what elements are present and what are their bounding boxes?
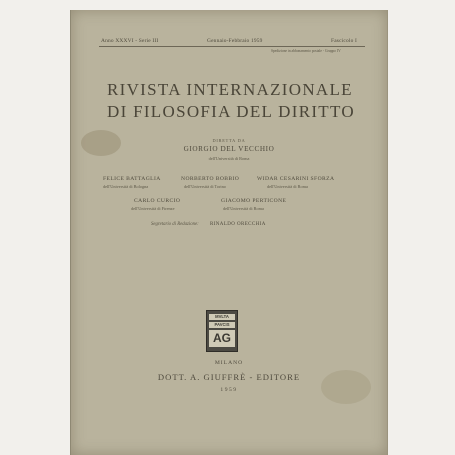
director-name: GIORGIO DEL VECCHIO <box>183 145 275 153</box>
secretary-name: RINALDO ORECCHIA <box>210 222 266 227</box>
editor-affiliation: dell'Università di Torino <box>184 184 226 189</box>
editor-affiliation: dell'Università di Firenze <box>131 206 175 211</box>
secretary-label: Segretario di Redazione: <box>151 222 199 227</box>
title-line-1: RIVISTA INTERNAZIONALE <box>107 80 353 99</box>
editor-affiliation: dell'Università di Bologna <box>103 184 149 189</box>
title-line-2: DI FILOSOFIA DEL DIRITTO <box>107 102 355 121</box>
publisher-city: MILANO <box>214 360 244 366</box>
director-affiliation: dell'Università di Roma <box>208 156 250 161</box>
editor-name: GIACOMO PERTICONE <box>221 198 287 204</box>
logo-initials: AG <box>209 330 235 347</box>
publication-year: 1959 <box>220 387 238 393</box>
editor-affiliation: dell'Università di Roma <box>223 206 264 211</box>
editor-name: CARLO CURCIO <box>134 198 181 204</box>
editor-name: NORBERTO BOBBIO <box>181 176 240 182</box>
issue-number: Anno XXXVI - Serie III <box>101 38 159 44</box>
editor-name: FELICE BATTAGLIA <box>103 176 161 182</box>
publisher-logo <box>206 310 238 352</box>
editor-name: WIDAR CESARINI SFORZA <box>257 176 335 182</box>
director-label: DIRETTA DA <box>212 138 246 143</box>
issue-date: Gennaio-Febbraio 1959 <box>207 38 263 44</box>
logo-motto-line-1: MVLTA <box>209 314 235 320</box>
journal-cover <box>70 10 388 455</box>
header-rule <box>99 46 365 47</box>
logo-motto-line-2: PAVCIS <box>209 322 235 328</box>
postal-note: Spedizione in abbonamento postale - Gruppo IV <box>271 49 341 53</box>
editor-affiliation: dell'Università di Roma <box>267 184 308 189</box>
publisher-name: DOTT. A. GIUFFRÈ - EDITORE <box>157 372 301 382</box>
fascicle: Fascicolo I <box>331 38 358 44</box>
